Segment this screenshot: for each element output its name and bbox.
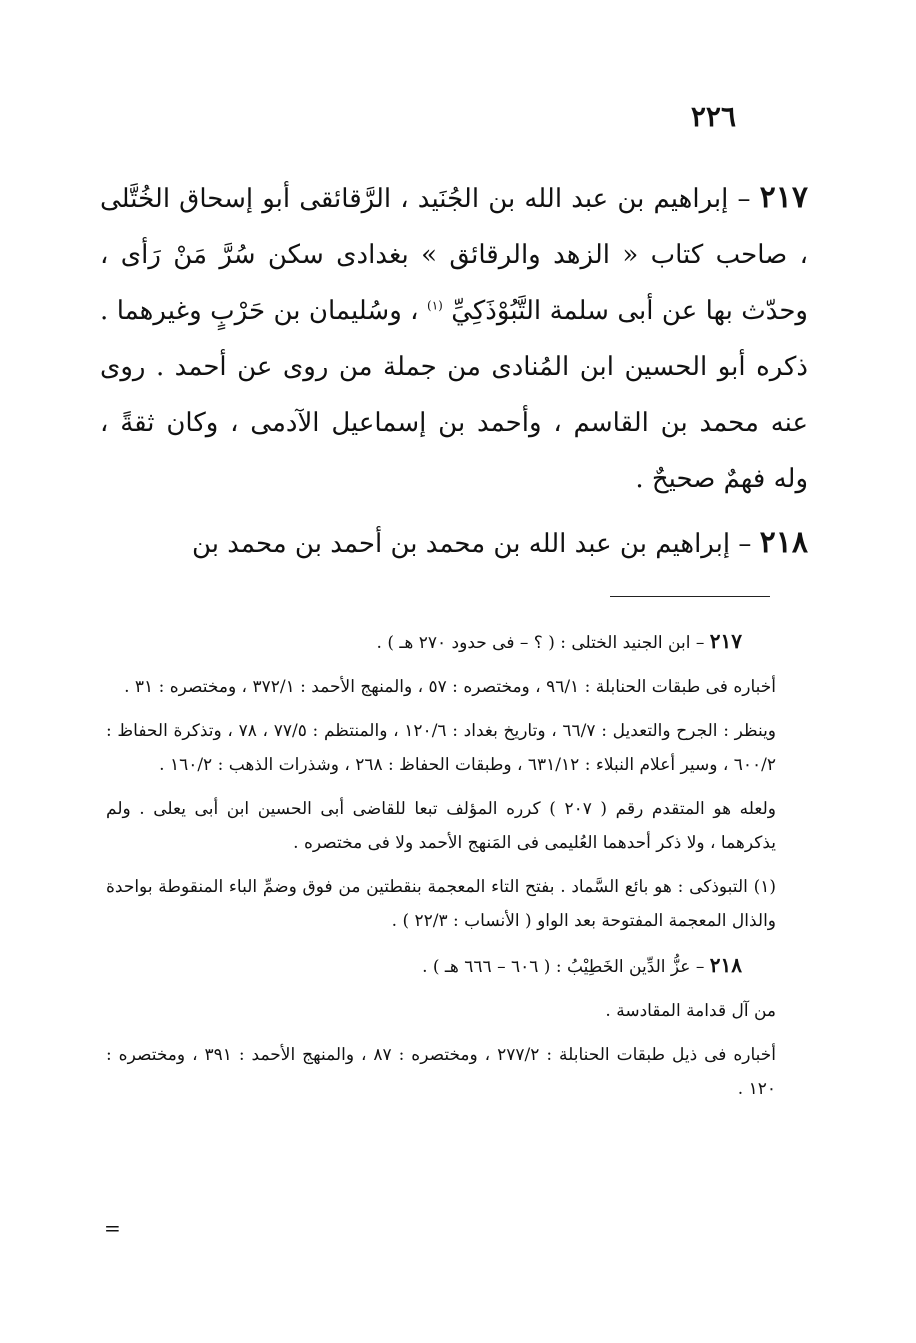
entry-text: إبراهيم بن عبد الله بن محمد بن أحمد بن محمد بن [191,529,731,559]
footnote-text: ابن الجنيد الختلى : ( ؟ – فى حدود ٢٧٠ هـ ) . [376,633,691,653]
footnote-remark: ولعله هو المتقدم رقم ( ٢٠٧ ) كرره المؤلف تبعا للقاضى أبى الحسين ابن أبى يعلى . ولم يذكرهما ، ولا ذكر أحدهما العُليمى فى المَنهج الأحمد ولا فى مختصره . [106,799,776,853]
footnote-marker: (١) [427,298,443,313]
entry-number: ٢١٧ [759,180,809,215]
continuation-mark: = [104,1216,121,1240]
footnote-218-heading [106,948,776,984]
footnote-text: عزُّ الدِّين الخَطِيْبُ : ( ٦٠٦ – ٦٦٦ هـ ) . [422,957,691,977]
footnote-family: من آل قدامة المقادسة . [605,1001,776,1021]
footnotes [106,624,776,1116]
entry-text: إبراهيم بن عبد الله بن الجُنَيد ، الرَّقائقى أبو إسحاق الخُتَّلى ، صاحب كتاب « الزهد والرقائق » بغدادى سكن سُرَّ مَنْ رَأى ، وحدّث بها عن أبى سلمة التَّبُوْذَكِيِّ [100,184,808,326]
footnote-separator [610,596,770,597]
entry-217 [100,170,808,507]
footnote-sources: أخباره فى طبقات الحنابلة : ٩٦/١ ، ومختصره : ٥٧ ، والمنهج الأحمد : ٣٧٢/١ ، ومختصره : ٣١ . [124,677,776,697]
entry-dash: – [728,184,760,214]
footnote-number: ٢١٨ [709,953,742,977]
entry-number: ٢١٨ [759,525,808,560]
footnote-number: ٢١٧ [709,629,742,653]
main-text [100,170,808,572]
page-number: ٢٢٦ [690,100,736,133]
footnote-references: وينظر : الجرح والتعديل : ٦٦/٧ ، وتاريخ بغداد : ١٢٠/٦ ، والمنتظم : ٧٧/٥ ، ٧٨ ، وتذكرة الحفاظ : ٦٠٠/٢ ، وسير أعلام النبلاء : ٦٣١/١٢ ، وطبقات الحفاظ : ٢٦٨ ، وشذرات الذهب : ١٦٠/٢ . [106,721,777,775]
footnote-dash: – [690,633,710,653]
footnote-217-heading [106,624,776,660]
entry-218 [100,515,808,572]
footnote-sources-218: أخباره فى ذيل طبقات الحنابلة : ٢٧٧/٢ ، ومختصره : ٨٧ ، والمنهج الأحمد : ٣٩١ ، ومختصره : ١٢٠ . [106,1045,776,1099]
entry-text-continued: ، وسُليمان بن حَرْبٍ وغيرهما . ذكره أبو الحسين ابن المُنادى من جملة من روى عن أحمد . روى عنه محمد بن القاسم ، وأحمد بن إسماعيل الآدمى ، وكان ثقةً ، وله فهمٌ صحيحٌ . [100,296,808,494]
footnote-dash: – [690,957,710,977]
entry-dash: – [730,529,760,559]
footnote-1: (١) التبوذكى : هو بائع السَّماد . بفتح التاء المعجمة بنقطتين من فوق وضمِّ الباء المنقوطة بواحدة والذال المعجمة المفتوحة بعد الواو ( الأنساب : ٢٢/٣ ) . [106,877,776,931]
